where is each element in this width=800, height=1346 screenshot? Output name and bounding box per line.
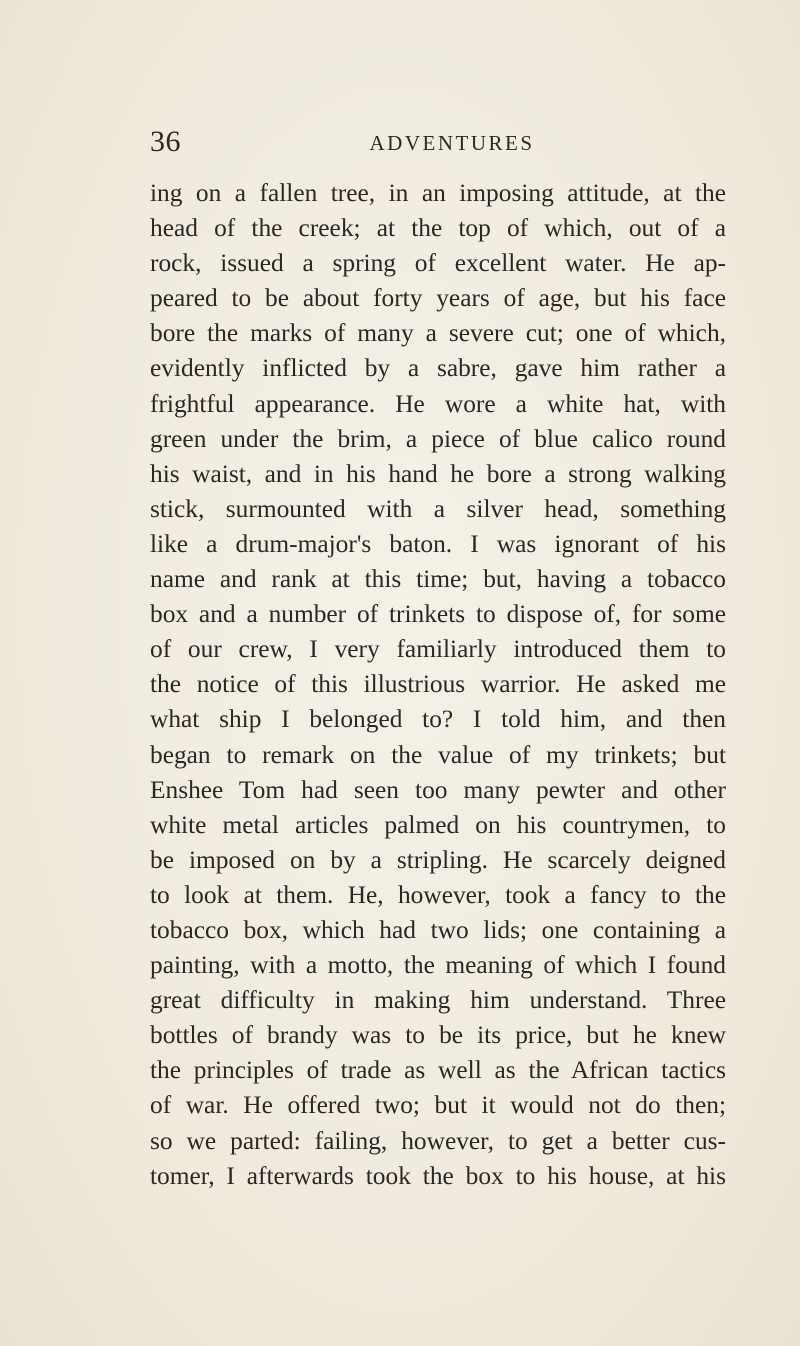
- page-number: 36: [150, 125, 181, 158]
- text-line: of our crew, I very familiarly introduced them to: [150, 635, 726, 664]
- text-line: tomer, I afterwards took the box to his house, at his: [150, 1161, 726, 1190]
- text-line: be imposed on by a stripling. He scarcely deigned: [150, 845, 726, 874]
- text-line: name and rank at this time; but, having a tobacco: [150, 565, 726, 594]
- text-line: of war. He offered two; but it would not do then;: [150, 1091, 726, 1120]
- text-line: bottles of brandy was to be its price, but he knew: [150, 1021, 726, 1050]
- text-line: ing on a fallen tree, in an imposing attitude, at the: [150, 179, 726, 207]
- text-line: the notice of this illustrious warrior. He asked me: [150, 670, 726, 699]
- text-line: frightful appearance. He wore a white hat, with: [150, 389, 726, 418]
- text-line: like a drum-major's baton. I was ignorant of his: [150, 529, 726, 558]
- text-line: the principles of trade as well as the African tactics: [150, 1056, 726, 1085]
- text-line: green under the brim, a piece of blue calico round: [150, 424, 726, 453]
- text-line: white metal articles palmed on his countrymen, to: [150, 810, 726, 839]
- text-line: his waist, and in his hand he bore a strong walking: [150, 459, 726, 488]
- text-line: peared to be about forty years of age, but his face: [150, 284, 726, 313]
- running-title: ADVENTURES: [369, 131, 535, 155]
- text-line: Enshee Tom had seen too many pewter and other: [150, 775, 726, 804]
- text-line: head of the creek; at the top of which, out of a: [150, 214, 726, 243]
- text-line: to look at them. He, however, took a fancy to the: [150, 880, 726, 909]
- running-head: [150, 122, 730, 162]
- text-line: bore the marks of many a severe cut; one of which,: [150, 319, 726, 348]
- body-text: [150, 176, 726, 1194]
- text-line: began to remark on the value of my trinkets; but: [150, 740, 726, 769]
- text-line: great difficulty in making him understand. Three: [150, 986, 726, 1015]
- text-line: rock, issued a spring of excellent water. He ap-: [150, 249, 726, 278]
- text-line: painting, with a motto, the meaning of which I found: [150, 951, 726, 980]
- text-line: box and a number of trinkets to dispose of, for some: [150, 600, 726, 629]
- text-line: tobacco box, which had two lids; one containing a: [150, 915, 726, 944]
- text-line: so we parted: failing, however, to get a better cus-: [150, 1126, 726, 1155]
- text-line: stick, surmounted with a silver head, something: [150, 494, 726, 523]
- text-line: what ship I belonged to? I told him, and then: [150, 705, 726, 734]
- text-line: evidently inflicted by a sabre, gave him rather a: [150, 354, 726, 383]
